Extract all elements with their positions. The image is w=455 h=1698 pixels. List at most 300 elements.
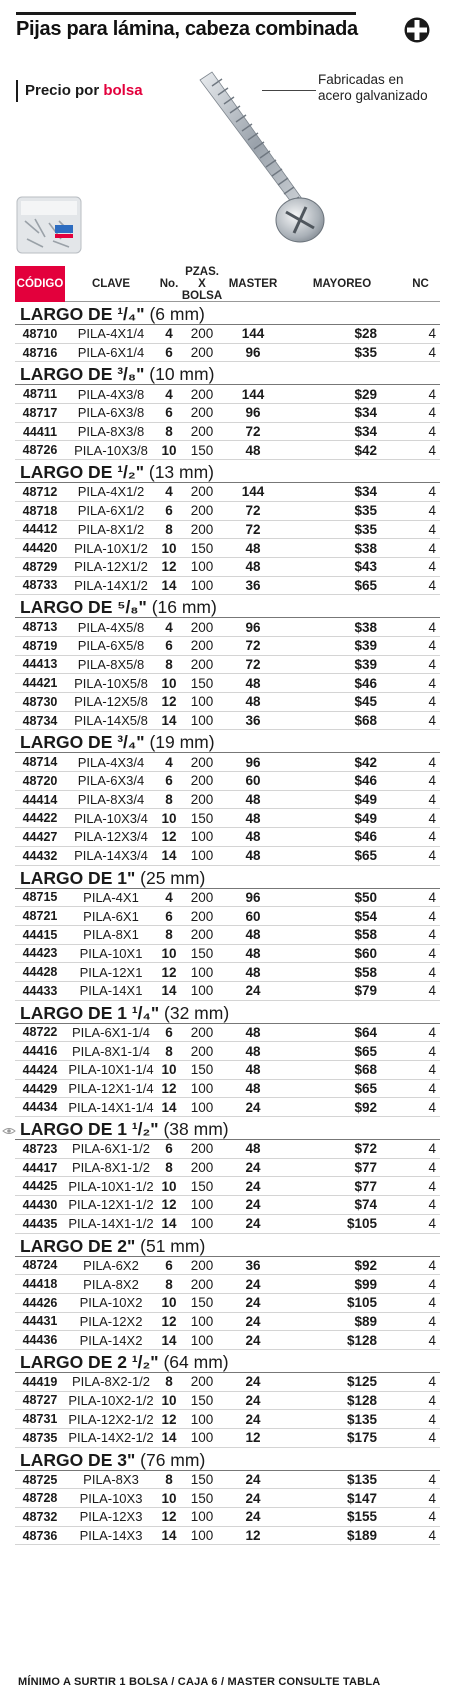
table-row: [15, 712, 440, 731]
cell-mayoreo: $92: [354, 1257, 377, 1273]
cell-codigo: 44423: [22, 946, 58, 961]
cell-codigo: 48721: [22, 909, 58, 924]
cell-clave: PILA-6X3/8: [77, 405, 145, 421]
table-row: [15, 1527, 440, 1546]
table-row: [15, 828, 440, 847]
section-title: [15, 1448, 440, 1471]
cell-nc: 4: [428, 773, 436, 789]
product-bag-image: [15, 193, 83, 256]
cell-nc: 4: [428, 577, 436, 593]
cell-nc: 4: [428, 1099, 436, 1115]
cell-master: 24: [245, 983, 261, 999]
cell-master: 48: [245, 848, 261, 864]
cell-pzas: 150: [190, 1472, 214, 1488]
price-unit: bolsa: [103, 82, 143, 99]
cell-no: 14: [161, 1216, 177, 1232]
cell-clave: PILA-10X3/4: [74, 810, 148, 826]
cell-clave: PILA-8X1: [83, 927, 139, 943]
table-row: [15, 753, 440, 772]
cell-master: 24: [245, 1160, 261, 1176]
cell-nc: 4: [428, 656, 436, 672]
table-row: [15, 963, 440, 982]
table-row: [15, 1080, 440, 1099]
cell-mayoreo: $46: [354, 829, 377, 845]
header-master: MASTER: [228, 277, 278, 290]
cell-mayoreo: $77: [354, 1178, 377, 1194]
cell-mayoreo: $35: [354, 521, 377, 537]
cell-clave: PILA-14X2: [79, 1332, 143, 1348]
cell-no: 8: [165, 521, 173, 537]
cell-codigo: 48727: [22, 1393, 58, 1408]
cell-no: 6: [165, 503, 173, 519]
cell-no: 12: [161, 694, 177, 710]
table-row: [15, 441, 440, 460]
cell-nc: 4: [428, 1081, 436, 1097]
cell-nc: 4: [428, 326, 436, 342]
cell-clave: PILA-8X3/8: [77, 424, 145, 440]
section-length-label: LARGO DE 3": [20, 1449, 136, 1470]
cell-no: 12: [161, 1411, 177, 1427]
cell-mayoreo: $60: [354, 945, 377, 961]
cell-nc: 4: [428, 1160, 436, 1176]
cell-no: 6: [165, 773, 173, 789]
cell-mayoreo: $77: [354, 1160, 377, 1176]
cell-no: 10: [161, 442, 177, 458]
header-clave: CLAVE: [91, 277, 131, 290]
cell-mayoreo: $155: [346, 1509, 377, 1525]
cell-master: 60: [245, 908, 261, 924]
table-row: [15, 791, 440, 810]
section-length-label: LARGO DE 2 ¹/₂": [20, 1351, 159, 1372]
section-length-label: LARGO DE 1": [20, 867, 136, 888]
section-mm-label: (19 mm): [149, 732, 215, 753]
cell-master: 24: [245, 1216, 261, 1232]
cell-nc: 4: [428, 1411, 436, 1427]
table-row: [15, 483, 440, 502]
cell-nc: 4: [428, 1374, 436, 1390]
cell-no: 6: [165, 1257, 173, 1273]
cell-no: 12: [161, 1197, 177, 1213]
cell-no: 14: [161, 1528, 177, 1544]
cell-nc: 4: [428, 829, 436, 845]
phillips-slotted-head-icon: [404, 17, 430, 43]
cell-clave: PILA-12X2-1/2: [68, 1411, 154, 1427]
cell-nc: 4: [428, 848, 436, 864]
cell-pzas: 200: [190, 424, 214, 440]
cell-master: 96: [245, 405, 261, 421]
cell-master: 48: [245, 829, 261, 845]
table-row: [15, 558, 440, 577]
cell-codigo: 44431: [22, 1314, 58, 1329]
cell-no: 10: [161, 945, 177, 961]
cell-codigo: 48715: [22, 890, 58, 905]
cell-nc: 4: [428, 1295, 436, 1311]
cell-no: 8: [165, 927, 173, 943]
section-length-label: LARGO DE ³/₄": [20, 732, 145, 753]
cell-codigo: 48722: [22, 1025, 58, 1040]
cell-pzas: 200: [190, 521, 214, 537]
cell-pzas: 200: [190, 908, 214, 924]
cell-no: 12: [161, 559, 177, 575]
section-length-label: LARGO DE ⁵/₈": [20, 597, 147, 618]
cell-no: 8: [165, 1043, 173, 1059]
table-row: [15, 521, 440, 540]
cell-pzas: 100: [190, 1509, 214, 1525]
cell-pzas: 200: [190, 638, 214, 654]
cell-mayoreo: $42: [354, 754, 377, 770]
table-row: [15, 1294, 440, 1313]
cell-no: 14: [161, 1332, 177, 1348]
cell-pzas: 100: [190, 1411, 214, 1427]
cell-codigo: 44434: [22, 1100, 58, 1115]
header-pzas: [181, 266, 223, 302]
cell-mayoreo: $38: [354, 540, 377, 556]
cell-master: 72: [245, 638, 261, 654]
cell-codigo: 48733: [22, 578, 58, 593]
cell-clave: PILA-6X1/4: [77, 345, 145, 361]
cell-master: 24: [245, 1374, 261, 1390]
cell-pzas: 200: [190, 484, 214, 500]
cell-no: 4: [165, 326, 173, 342]
cell-nc: 4: [428, 810, 436, 826]
section-title: [15, 362, 440, 385]
cell-nc: 4: [428, 1043, 436, 1059]
cell-clave: PILA-14X1-1/2: [68, 1216, 154, 1232]
table-row: [15, 926, 440, 945]
table-row: [15, 344, 440, 363]
table-row: [15, 423, 440, 442]
cell-pzas: 200: [190, 889, 214, 905]
cell-codigo: 44426: [22, 1295, 58, 1310]
cell-master: 48: [245, 810, 261, 826]
cell-no: 12: [161, 1081, 177, 1097]
cell-clave: PILA-10X1/2: [74, 540, 148, 556]
table-row: [15, 1471, 440, 1490]
cell-clave: PILA-10X1-1/2: [68, 1178, 154, 1194]
cell-nc: 4: [428, 889, 436, 905]
cell-codigo: 44422: [22, 811, 58, 826]
cell-codigo: 48711: [22, 387, 58, 402]
cell-master: 12: [245, 1430, 261, 1446]
cell-mayoreo: $34: [354, 405, 377, 421]
cell-nc: 4: [428, 1313, 436, 1329]
table-row: [15, 637, 440, 656]
cell-pzas: 200: [190, 1043, 214, 1059]
table-row: [15, 847, 440, 866]
cell-no: 8: [165, 792, 173, 808]
cell-no: 14: [161, 577, 177, 593]
cell-codigo: 48725: [22, 1472, 58, 1487]
cell-pzas: 150: [190, 810, 214, 826]
cell-mayoreo: $28: [354, 326, 377, 342]
cell-pzas: 100: [190, 1216, 214, 1232]
price-per-unit: [16, 80, 143, 102]
top-rule: [16, 12, 356, 15]
cell-mayoreo: $58: [354, 927, 377, 943]
section-length-label: LARGO DE ³/₈": [20, 364, 145, 385]
cell-clave: PILA-12X1/2: [74, 559, 148, 575]
cell-mayoreo: $34: [354, 484, 377, 500]
cell-codigo: 48732: [22, 1509, 58, 1524]
cell-clave: PILA-10X1: [79, 945, 143, 961]
cell-clave: PILA-10X5/8: [74, 675, 148, 691]
cell-master: 36: [245, 713, 261, 729]
cell-clave: PILA-14X3/4: [74, 848, 148, 864]
table-row: [15, 1313, 440, 1332]
cell-pzas: 150: [190, 1490, 214, 1506]
table-row: [15, 656, 440, 675]
cell-pzas: 200: [190, 503, 214, 519]
cell-mayoreo: $29: [354, 386, 377, 402]
cell-clave: PILA-6X1-1/4: [71, 1024, 151, 1040]
cell-mayoreo: $46: [354, 675, 377, 691]
cell-pzas: 100: [190, 1332, 214, 1348]
cell-nc: 4: [428, 1024, 436, 1040]
cell-pzas: 150: [190, 945, 214, 961]
cell-master: 12: [245, 1528, 261, 1544]
section-mm-label: (38 mm): [163, 1119, 229, 1140]
cell-codigo: 48730: [22, 694, 58, 709]
cell-no: 4: [165, 386, 173, 402]
cell-pzas: 100: [190, 1099, 214, 1115]
cell-nc: 4: [428, 638, 436, 654]
cell-nc: 4: [428, 540, 436, 556]
cell-mayoreo: $35: [354, 503, 377, 519]
cell-master: 24: [245, 1295, 261, 1311]
cell-master: 96: [245, 754, 261, 770]
cell-clave: PILA-8X1/2: [77, 521, 145, 537]
cell-master: 24: [245, 1197, 261, 1213]
section-length-label: LARGO DE 1 ¹/₂": [20, 1119, 159, 1140]
cell-nc: 4: [428, 619, 436, 635]
table-row: [15, 945, 440, 964]
cell-nc: 4: [428, 386, 436, 402]
cell-clave: PILA-4X5/8: [77, 619, 145, 635]
header-pzas-line2: X BOLSA: [181, 277, 223, 302]
table-row: [15, 1275, 440, 1294]
cell-pzas: 200: [190, 1024, 214, 1040]
cell-clave: PILA-14X1: [79, 983, 143, 999]
cell-mayoreo: $65: [354, 1043, 377, 1059]
cell-codigo: 44430: [22, 1197, 58, 1212]
cell-no: 6: [165, 1141, 173, 1157]
cell-master: 24: [245, 1313, 261, 1329]
cell-nc: 4: [428, 792, 436, 808]
cell-no: 10: [161, 1062, 177, 1078]
cell-no: 12: [161, 1313, 177, 1329]
cell-no: 8: [165, 1160, 173, 1176]
cell-codigo: 44428: [22, 965, 58, 980]
cell-master: 48: [245, 792, 261, 808]
cell-pzas: 100: [190, 1081, 214, 1097]
cell-codigo: 44417: [22, 1160, 58, 1175]
cell-no: 4: [165, 754, 173, 770]
cell-codigo: 44432: [22, 848, 58, 863]
table-row: [15, 982, 440, 1001]
cell-codigo: 48724: [22, 1258, 58, 1273]
cell-master: 24: [245, 1178, 261, 1194]
header-codigo: CÓDIGO: [15, 266, 65, 302]
cell-master: 48: [245, 1043, 261, 1059]
section-mm-label: (10 mm): [149, 364, 215, 385]
cell-pzas: 150: [190, 442, 214, 458]
cell-no: 6: [165, 1024, 173, 1040]
cell-nc: 4: [428, 964, 436, 980]
cell-mayoreo: $45: [354, 694, 377, 710]
cell-master: 48: [245, 540, 261, 556]
cell-nc: 4: [428, 442, 436, 458]
table-row: [15, 1489, 440, 1508]
header-pzas-line1: PZAS.: [185, 265, 219, 278]
cell-master: 96: [245, 889, 261, 905]
cell-no: 14: [161, 848, 177, 864]
cell-nc: 4: [428, 405, 436, 421]
cell-master: 24: [245, 1490, 261, 1506]
cell-mayoreo: $34: [354, 424, 377, 440]
cell-no: 10: [161, 1392, 177, 1408]
cell-master: 24: [245, 1472, 261, 1488]
cell-pzas: 200: [190, 1141, 214, 1157]
cell-pzas: 100: [190, 829, 214, 845]
cell-codigo: 48719: [22, 638, 58, 653]
section-mm-label: (16 mm): [151, 597, 217, 618]
table-row: [15, 907, 440, 926]
cell-mayoreo: $74: [354, 1197, 377, 1213]
cell-clave: PILA-4X3/8: [77, 386, 145, 402]
cell-no: 6: [165, 908, 173, 924]
cell-pzas: 150: [190, 1178, 214, 1194]
cell-nc: 4: [428, 1430, 436, 1446]
cell-master: 48: [245, 945, 261, 961]
cell-mayoreo: $35: [354, 345, 377, 361]
price-table: [15, 266, 440, 1545]
cell-mayoreo: $147: [346, 1490, 377, 1506]
section-title: [15, 1001, 440, 1024]
section-title: [15, 595, 440, 618]
cell-clave: PILA-6X1/2: [77, 503, 145, 519]
section-mm-label: (76 mm): [140, 1449, 206, 1470]
cell-clave: PILA-6X2: [83, 1257, 139, 1273]
cell-nc: 4: [428, 1197, 436, 1213]
section-length-label: LARGO DE 2": [20, 1235, 136, 1256]
header-nc: NC: [412, 277, 429, 290]
cell-mayoreo: $128: [346, 1332, 377, 1348]
table-row: [15, 404, 440, 423]
cell-codigo: 44424: [22, 1062, 58, 1077]
cell-codigo: 44418: [22, 1277, 58, 1292]
cell-no: 14: [161, 1430, 177, 1446]
cell-master: 144: [241, 386, 265, 402]
table-row: [15, 1098, 440, 1117]
table-row: [15, 385, 440, 404]
cell-master: 48: [245, 675, 261, 691]
cell-codigo: 48735: [22, 1430, 58, 1445]
cell-no: 8: [165, 424, 173, 440]
cell-master: 48: [245, 694, 261, 710]
table-row: [15, 1159, 440, 1178]
cell-clave: PILA-4X3/4: [77, 754, 145, 770]
cell-pzas: 150: [190, 540, 214, 556]
table-row: [15, 1024, 440, 1043]
cell-nc: 4: [428, 424, 436, 440]
cell-no: 10: [161, 810, 177, 826]
table-row: [15, 1331, 440, 1350]
cell-clave: PILA-8X3/4: [77, 792, 145, 808]
cell-master: 48: [245, 1141, 261, 1157]
cell-master: 48: [245, 927, 261, 943]
cell-nc: 4: [428, 1332, 436, 1348]
section-title: [15, 730, 440, 753]
cell-nc: 4: [428, 484, 436, 500]
cell-mayoreo: $105: [346, 1216, 377, 1232]
cell-mayoreo: $39: [354, 638, 377, 654]
cell-nc: 4: [428, 1257, 436, 1273]
cell-master: 96: [245, 345, 261, 361]
cell-pzas: 100: [190, 964, 214, 980]
table-row: [15, 1140, 440, 1159]
cell-no: 14: [161, 983, 177, 999]
cell-pzas: 200: [190, 345, 214, 361]
cell-nc: 4: [428, 1178, 436, 1194]
cell-mayoreo: $64: [354, 1024, 377, 1040]
section-mm-label: (64 mm): [163, 1351, 229, 1372]
cell-pzas: 150: [190, 675, 214, 691]
cell-pzas: 200: [190, 1276, 214, 1292]
cell-no: 8: [165, 1374, 173, 1390]
cell-no: 14: [161, 1099, 177, 1115]
cell-pzas: 200: [190, 1374, 214, 1390]
cell-mayoreo: $68: [354, 1062, 377, 1078]
cell-clave: PILA-14X2-1/2: [68, 1430, 154, 1446]
cell-nc: 4: [428, 1509, 436, 1525]
table-row: [15, 1196, 440, 1215]
cell-clave: PILA-4X1/4: [77, 326, 145, 342]
cell-clave: PILA-8X3: [83, 1472, 139, 1488]
table-row: [15, 809, 440, 828]
screw-image: [160, 60, 330, 250]
cell-nc: 4: [428, 1490, 436, 1506]
cell-mayoreo: $89: [354, 1313, 377, 1329]
table-header: [15, 266, 440, 302]
cell-codigo: 44421: [22, 676, 58, 691]
cell-clave: PILA-10X3/8: [74, 442, 148, 458]
cell-mayoreo: $135: [346, 1411, 377, 1427]
cell-codigo: 44436: [22, 1333, 58, 1348]
cell-mayoreo: $49: [354, 810, 377, 826]
cell-mayoreo: $49: [354, 792, 377, 808]
cell-pzas: 100: [190, 983, 214, 999]
cell-codigo: 48710: [22, 326, 58, 341]
eye-icon: [2, 1127, 16, 1135]
table-row: [15, 539, 440, 558]
cell-no: 14: [161, 713, 177, 729]
cell-clave: PILA-6X5/8: [77, 638, 145, 654]
cell-mayoreo: $65: [354, 577, 377, 593]
cell-master: 144: [241, 484, 265, 500]
cell-pzas: 100: [190, 848, 214, 864]
section-title: [15, 460, 440, 483]
section-length-label: LARGO DE 1 ¹/₄": [20, 1002, 160, 1023]
cell-clave: PILA-14X1/2: [74, 577, 148, 593]
cell-nc: 4: [428, 1472, 436, 1488]
cell-pzas: 100: [190, 577, 214, 593]
cell-nc: 4: [428, 908, 436, 924]
cell-clave: PILA-14X5/8: [74, 713, 148, 729]
cell-clave: PILA-14X1-1/4: [68, 1099, 154, 1115]
cell-pzas: 100: [190, 1430, 214, 1446]
cell-nc: 4: [428, 503, 436, 519]
cell-codigo: 48720: [22, 773, 58, 788]
